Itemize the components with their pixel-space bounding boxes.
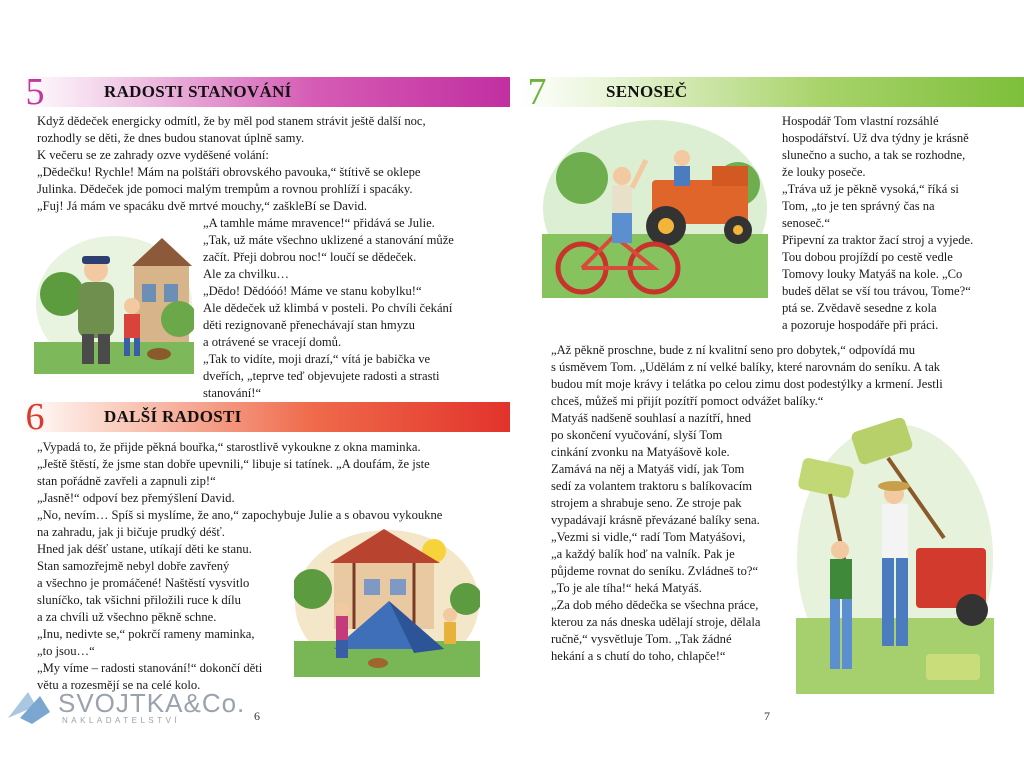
- section-6-title: DALŠÍ RADOSTI: [104, 407, 242, 426]
- section-7-dialogue: „Až pěkně proschne, bude z ní kvalitní seno pro dobytek,“ odpovídá mu s úsměvem Tom. „Udělám z ní velké balíky, které narovnám do seníku. A tak budou mít moje krávy i telátka po celou zimu dost podestýlky a krmení. Jestli chceš, můžeš mi přijít pozítří pomoct odvážet balíky.“: [551, 343, 943, 408]
- section-7-story: Matyáš nadšeně souhlasí a nazítří, hned po skončení vyučování, slyší Tom cinkání zvonku na Matyášově kole. Zamává na něj a Matyáš vidí, jak Tom sedí za volantem traktoru s balíkovacím strojem a shrabuje seno. Ze stroje pak vypadávají krásně převázané balíky sena. „Vezmi si vidle,“ radí Tom Matyášovi, „a každý balík hoď na valník. Pak je půjdeme rovnat do seníku. Zvládneš to?“ „To je ale tíha!“ heká Matyáš. „Za dob mého dědečka se všechna práce, kterou za nás dneska udělají stroje, dělala ručně,“ vysvětluje Tom. „Tak žádné hekání a s chutí do toho, chlapče!“: [551, 411, 761, 663]
- section-5-story: „A tamhle máme mravence!“ přidává se Julie. „Tak, už máte všechno uklizené a stanování může začít. Přeji dobrou noc!“ loučí se dědeček. Ale za chvilku… „Dědo! Dědóóó! Máme ve stanu kobylku!“ Ale dědeček už klimbá v posteli. Po chvíli čekání děti rezignovaně přenechávají stan hmyzu a otrávené se vracejí domů. „Tak to vidíte, moji drazí,“ vítá je babička ve dveřích, „teprve teď objevujete radosti a strasti stanování!“: [203, 216, 454, 400]
- farmer-tractor-bicycle-illustration: [542, 118, 768, 298]
- publisher-subtitle: NAKLADATELSTVÍ: [62, 716, 181, 725]
- page-number-right: 7: [764, 709, 770, 723]
- hay-bales-illustration: [796, 418, 994, 694]
- publisher-bird-icon: [6, 688, 52, 726]
- grandpa-children-illustration: [34, 224, 194, 374]
- section-7-title: SENOSEČ: [606, 82, 688, 101]
- section-6-number: 6: [25, 396, 45, 438]
- publisher-name: SVOJTKA&Co.: [58, 688, 246, 718]
- section-6-header: [18, 396, 510, 438]
- section-5-intro: Když dědeček energicky odmítl, že by měl pod stanem strávit ještě další noc, rozhodly se děti, že dnes budou stanovat úplně samy. K večeru se ze zahrady ozve vyděšené volání: „Dědečku! Rychle! Mám na polštáři obrovského pavouka,“ štítivě se oklepe Julinka. Dědeček jde pomoci malým trempům a rovnou prohlíží i spacáky. „Fuj! Já mám ve spacáku dvě mrtvé mouchy,“ zaškleBí se David.: [37, 114, 426, 213]
- section-6-story: Hned jak déšť ustane, utíkají děti ke stanu. Stan samozřejmě nebyl dobře zavřený a všechno je promáčené! Naštěstí vysvitlo sluníčko, tak všichni přiložili ruce k dílu a za chvíli už všechno pěkně schne. „Inu, nedivte se,“ pokrčí rameny maminka, „to jsou…“ „My víme – radosti stanování!“ dokončí děti větu a rozesmějí se na celé kolo.: [37, 542, 263, 692]
- section-7-intro: Hospodář Tom vlastní rozsáhlé hospodářství. Už dva týdny je krásně slunečno a sucho, a tak se rozhodne, že louky poseče. „Tráva už je pěkně vysoká,“ říká si Tom, „to je ten správný čas na senoseč.“ Připevní za traktor žací stroj a vyjede. Tou dobou projíždí po cestě vedle Tomovy louky Matyáš na kole. „Co budeš dělat se vší tou trávou, Tome?“ ptá se. Zvědavě sesedne z kola a pozoruje hospodáře při práci.: [782, 114, 974, 332]
- tent-drying-illustration: [294, 529, 480, 677]
- publisher-logo: [6, 688, 246, 728]
- page-number-left: 6: [254, 709, 260, 723]
- section-7-header: [520, 71, 1024, 113]
- section-6-intro: „Vypadá to, že přijde pěkná bouřka,“ starostlivě vykoukne z okna maminka. „Ještě štěstí, že jsme stan dobře upevnili,“ libuje si tatínek. „A doufám, že jste stan pořádně zavřeli a zapnuli zip!“ „Jasně!“ odpoví bez přemýšlení David. „No, nevím… Spíš si myslíme, že ano,“ zapochybuje Julie a s obavou vykoukne na zahradu, jak ji bičuje prudký déšť.: [37, 440, 443, 539]
- section-5-number: 5: [25, 71, 45, 113]
- section-5-title: RADOSTI STANOVÁNÍ: [104, 82, 292, 101]
- section-5-header: [18, 71, 510, 113]
- section-7-number: 7: [527, 71, 547, 113]
